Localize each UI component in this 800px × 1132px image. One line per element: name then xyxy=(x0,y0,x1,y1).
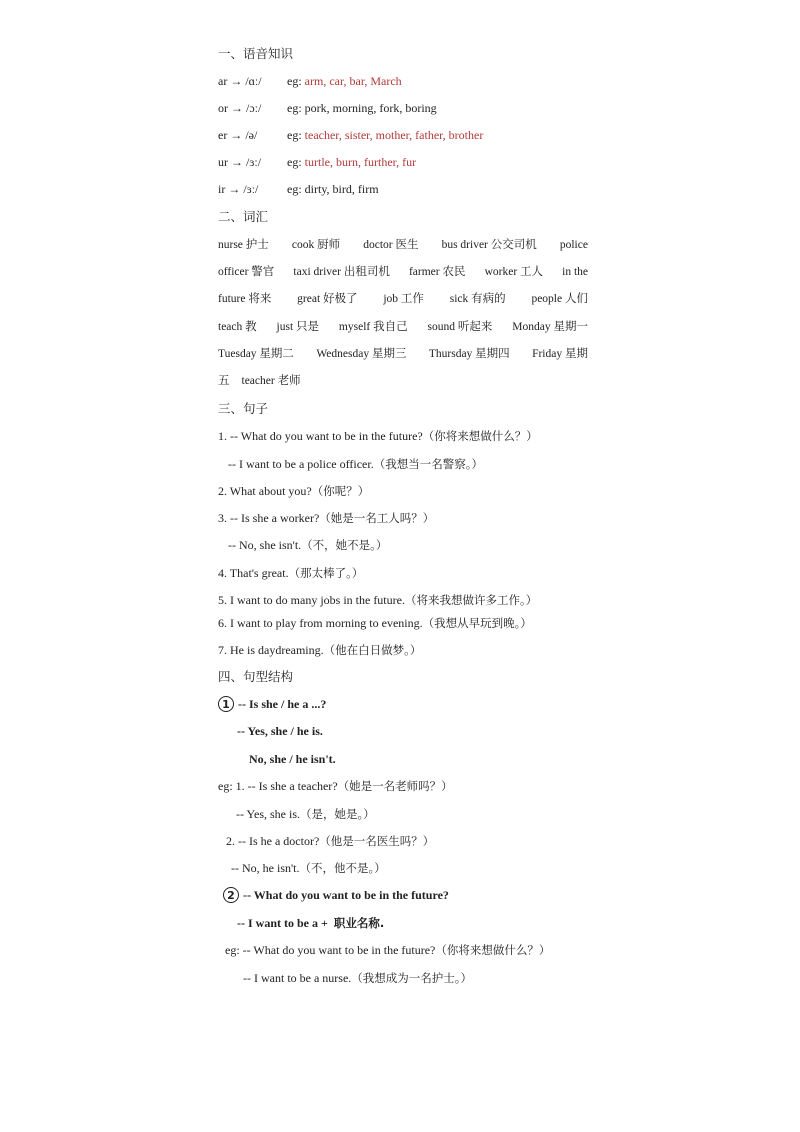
vocab-item: taxi driver 出租司机 xyxy=(293,266,390,278)
pattern-placeholder-zh: 职业名称. xyxy=(333,916,385,930)
phonics-pattern: ur → /ɜː/ xyxy=(218,155,262,169)
vocab-line xyxy=(218,237,588,253)
vocab-item: sick 有病的 xyxy=(449,293,506,305)
sentence xyxy=(218,642,421,658)
sentence xyxy=(228,537,387,553)
example-en: -- No, he isn't. xyxy=(231,861,300,875)
vocab-item: Friday 星期 xyxy=(532,348,588,360)
phonics-words: arm, car, bar, March xyxy=(304,74,402,88)
example-line xyxy=(243,970,472,986)
section-heading-patterns: 四、句型结构 xyxy=(218,669,294,684)
sentence-en: -- I want to be a police officer. xyxy=(228,457,374,471)
example-zh: （我想成为一名护士。） xyxy=(351,971,473,985)
pattern-1-answer-no: No, she / he isn't. xyxy=(249,752,336,766)
sentence-zh: （我想当一名警察。） xyxy=(373,457,483,471)
sentence-zh: （将来我想做许多工作。） xyxy=(404,593,538,607)
vocab-line xyxy=(218,264,588,280)
example-zh: （她是一名老师吗？） xyxy=(337,779,453,793)
example-line xyxy=(236,806,375,822)
phonics-words: teacher, sister, mother, father, brother xyxy=(304,128,484,142)
vocab-item: people 人们 xyxy=(531,293,588,305)
phonics-pattern: or → /ɔː/ xyxy=(218,101,262,115)
sentence-en: 1. -- What do you want to be in the future? xyxy=(218,429,423,443)
sentence-en: 7. He is daydreaming. xyxy=(218,643,324,657)
vocab-item: worker 工人 xyxy=(484,266,544,278)
sentence xyxy=(218,565,363,581)
example-zh: （他是一名医生吗？） xyxy=(319,834,435,848)
example-en: eg: -- What do you want to be in the future? xyxy=(225,943,436,957)
pattern-2-question xyxy=(223,887,449,903)
vocab-item: in the xyxy=(562,266,588,278)
vocab-item: future 将来 xyxy=(218,293,272,305)
vocab-item: nurse 护士 xyxy=(218,239,269,251)
sentence xyxy=(218,510,434,526)
sentence-en: 2. What about you? xyxy=(218,484,312,498)
vocab-line xyxy=(218,346,588,362)
section-heading-phonics: 一、语音知识 xyxy=(218,46,294,61)
example-en: -- Yes, she is. xyxy=(236,807,301,821)
example-line xyxy=(218,778,453,794)
eg-label: eg: xyxy=(287,182,302,196)
vocab-item: Monday 星期一 xyxy=(512,321,588,333)
vocab-item: police xyxy=(559,239,588,251)
vocab-item: myself 我自己 xyxy=(338,321,408,333)
sentence-zh: （他在白日做梦。） xyxy=(323,643,422,657)
sentence xyxy=(218,483,369,499)
sentence xyxy=(218,428,538,444)
sentence-zh: （你呢？） xyxy=(311,484,370,498)
circled-number: 1 xyxy=(218,696,234,712)
vocab-line xyxy=(218,319,588,335)
sentence xyxy=(218,592,537,608)
phonics-words: turtle, burn, further, fur xyxy=(304,155,417,169)
sentence xyxy=(228,456,483,472)
pattern-text: -- I want to be a + xyxy=(237,916,328,930)
sentence-en: 6. I want to play from morning to evening. xyxy=(218,616,423,630)
example-en: eg: 1. -- Is she a teacher? xyxy=(218,779,338,793)
sentence-zh: （不，她不是。） xyxy=(301,538,388,552)
pattern-2-answer xyxy=(237,915,384,931)
vocab-item: teach 教 xyxy=(218,321,257,333)
sentence xyxy=(218,615,532,631)
phonics-pattern: ar → /ɑː/ xyxy=(218,74,262,88)
vocab-item: Tuesday 星期二 xyxy=(218,348,294,360)
example-en: 2. -- Is he a doctor? xyxy=(226,834,320,848)
sentence-en: 4. That's great. xyxy=(218,566,289,580)
vocab-line xyxy=(218,291,588,307)
vocab-item: job 工作 xyxy=(383,293,424,305)
vocab-item: teacher 老师 xyxy=(241,375,301,387)
vocab-item: Thursday 星期四 xyxy=(428,348,510,360)
sentence-en: 5. I want to do many jobs in the future. xyxy=(218,593,405,607)
sentence-zh: （我想从早玩到晚。） xyxy=(422,616,532,630)
vocab-item: bus driver 公交司机 xyxy=(441,239,537,251)
eg-label: eg: xyxy=(287,101,302,115)
pattern-1-answer-yes: -- Yes, she / he is. xyxy=(237,724,323,738)
phonics-row xyxy=(218,100,437,116)
sentence-zh: （她是一名工人吗？） xyxy=(319,511,435,525)
section-heading-vocabulary: 二、词汇 xyxy=(218,209,269,224)
phonics-row xyxy=(218,73,402,89)
phonics-pattern: ir → /ɜː/ xyxy=(218,182,259,196)
vocab-item: farmer 农民 xyxy=(408,266,466,278)
example-line xyxy=(226,833,434,849)
sentence-zh: （你将来想做什么？） xyxy=(422,429,538,443)
vocab-item: cook 厨师 xyxy=(291,239,341,251)
example-zh: （不，他不是。） xyxy=(299,861,386,875)
example-en: -- I want to be a nurse. xyxy=(243,971,352,985)
pattern-1-question xyxy=(218,696,326,712)
vocab-item: officer 警官 xyxy=(218,266,275,278)
vocab-item: Wednesday 星期三 xyxy=(316,348,407,360)
phonics-row xyxy=(218,127,483,143)
sentence-en: 3. -- Is she a worker? xyxy=(218,511,320,525)
phonics-row xyxy=(218,154,416,170)
pattern-text: -- What do you want to be in the future? xyxy=(243,888,449,902)
eg-label: eg: xyxy=(287,155,302,169)
phonics-words: dirty, bird, firm xyxy=(304,182,379,196)
vocab-item: great 好极了 xyxy=(297,293,358,305)
example-zh: （是，她是。） xyxy=(300,807,375,821)
vocab-item: doctor 医生 xyxy=(363,239,419,251)
sentence-en: -- No, she isn't. xyxy=(228,538,302,552)
section-heading-sentences: 三、句子 xyxy=(218,401,269,416)
sentence-zh: （那太棒了。） xyxy=(288,566,364,580)
example-zh: （你将来想做什么？） xyxy=(435,943,551,957)
vocab-item: 五 xyxy=(218,375,230,387)
pattern-text: -- Is she / he a ...? xyxy=(238,697,327,711)
circled-number: 2 xyxy=(223,887,239,903)
phonics-words: pork, morning, fork, boring xyxy=(304,101,437,115)
phonics-row xyxy=(218,181,379,197)
vocab-item: sound 听起来 xyxy=(427,321,493,333)
eg-label: eg: xyxy=(287,74,302,88)
phonics-pattern: er → /ə/ xyxy=(218,128,258,142)
vocab-item: just 只是 xyxy=(276,321,320,333)
example-line xyxy=(225,942,550,958)
eg-label: eg: xyxy=(287,128,302,142)
example-line xyxy=(231,860,386,876)
vocab-line xyxy=(218,373,588,389)
